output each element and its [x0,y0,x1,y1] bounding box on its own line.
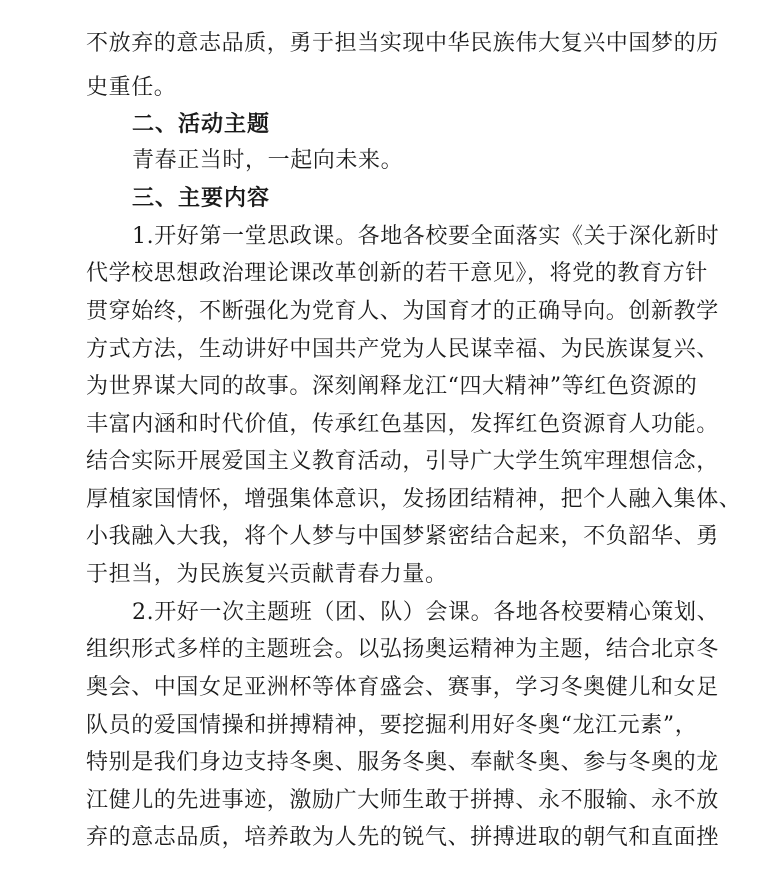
body-text-line: 奥会、中国女足亚洲杯等体育盛会、赛事，学习冬奥健儿和女足 [86,675,719,700]
body-text-line: 于担当，为民族复兴贡献青春力量。 [86,562,448,587]
body-text-line: 丰富内涵和时代价值，传承红色基因，发挥红色资源育人功能。 [86,412,719,437]
section-heading-activity-theme: 二、活动主题 [132,112,271,137]
body-text-line: 江健儿的先进事迹，激励广大师生敢于拼搏、永不服输、永不放 [86,788,719,813]
paragraph-start-2: 2.开好一次主题班（团、队）会课。各地各校要精心策划、 [132,600,720,625]
body-text-line: 史重任。 [86,75,177,100]
body-text-line: 结合实际开展爱国主义教育活动，引导广大学生筑牢理想信念， [86,449,719,474]
section-heading-main-content: 三、主要内容 [132,186,271,211]
body-text-line: 方式方法，生动讲好中国共产党为人民谋幸福、为民族谋复兴、 [86,337,719,362]
body-text-line: 组织形式多样的主题班会。以弘扬奥运精神为主题，结合北京冬 [86,637,719,662]
body-text-line: 代学校思想政治理论课改革创新的若干意见》，将党的教育方针 [86,261,708,286]
body-text-line: 不放弃的意志品质，勇于担当实现中华民族伟大复兴中国梦的历 [86,31,719,56]
body-text-line: 为世界谋大同的故事。深刻阐释龙江“四大精神”等红色资源的 [86,374,698,399]
body-text-line: 贯穿始终，不断强化为党育人、为国育才的正确导向。创新教学 [86,299,719,324]
body-text-line: 小我融入大我，将个人梦与中国梦紧密结合起来，不负韶华、勇 [86,524,719,549]
body-text-line: 厚植家国情怀，增强集体意识，发扬团结精神，把个人融入集体、 [86,487,742,512]
activity-theme-text: 青春正当时，一起向未来。 [132,148,404,173]
body-text-line: 队员的爱国情操和拼搏精神，要挖掘利用好冬奥“龙江元素”， [86,713,698,738]
body-text-line: 弃的意志品质，培养敢为人先的锐气、拼搏进取的朝气和直面挫 [86,825,719,850]
body-text-line: 特别是我们身边支持冬奥、服务冬奥、奉献冬奥、参与冬奥的龙 [86,750,719,775]
paragraph-start-1: 1.开好第一堂思政课。各地各校要全面落实《关于深化新时 [132,224,720,249]
